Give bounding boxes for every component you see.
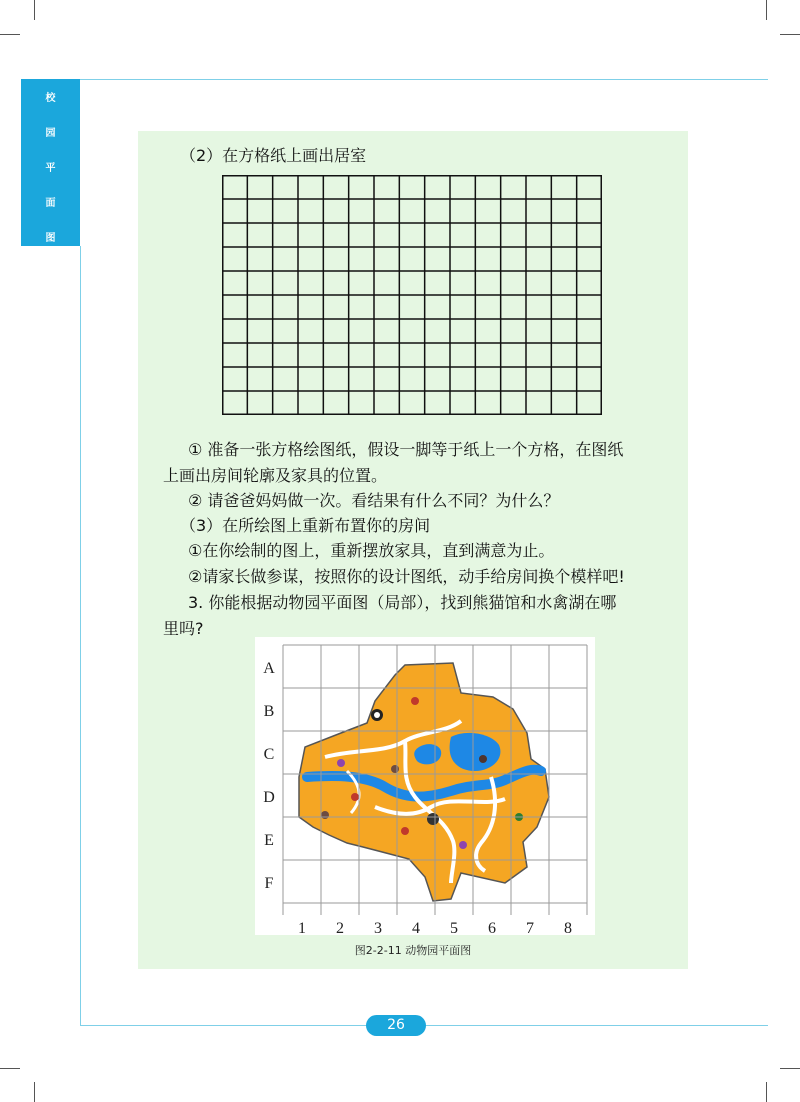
animal-marker bbox=[459, 841, 467, 849]
question-3-line-1: 3. 你能根据动物园平面图（局部），找到熊猫馆和水禽湖在哪 bbox=[188, 593, 617, 612]
map-row-label: F bbox=[264, 875, 274, 892]
crop-mark bbox=[34, 1082, 35, 1102]
zoo-map-svg bbox=[255, 637, 595, 935]
map-col-label: 1 bbox=[298, 920, 306, 935]
crop-mark bbox=[780, 34, 800, 35]
heading-step-2: （2）在方格纸上画出居室 bbox=[180, 146, 367, 165]
tab-char: 图 bbox=[45, 233, 56, 244]
map-row-label: D bbox=[263, 789, 275, 806]
tab-char: 面 bbox=[45, 198, 56, 209]
instruction-4: ②请家长做参谋，按照你的设计图纸，动手给房间换个模样吧! bbox=[188, 567, 625, 586]
instruction-3: ①在你绘制的图上，重新摆放家具，直到满意为止。 bbox=[188, 541, 555, 560]
drawing-grid bbox=[222, 175, 602, 415]
grid-svg bbox=[222, 175, 602, 415]
crop-mark bbox=[0, 34, 20, 35]
header-rule bbox=[80, 79, 768, 80]
animal-marker bbox=[401, 827, 409, 835]
crop-mark bbox=[0, 1068, 20, 1069]
tab-char: 平 bbox=[45, 163, 56, 174]
animal-marker bbox=[391, 765, 399, 773]
page-number: 26 bbox=[366, 1015, 426, 1036]
map-col-label: 5 bbox=[450, 920, 458, 935]
animal-marker bbox=[337, 759, 345, 767]
margin-rule bbox=[80, 246, 81, 1026]
map-col-label: 6 bbox=[488, 920, 496, 935]
crop-mark bbox=[766, 1082, 767, 1102]
animal-marker bbox=[321, 811, 329, 819]
tab-char: 校 bbox=[45, 93, 56, 104]
map-col-label: 3 bbox=[374, 920, 382, 935]
map-row-label: B bbox=[263, 703, 275, 720]
map-col-label: 8 bbox=[564, 920, 572, 935]
map-col-label: 4 bbox=[412, 920, 420, 935]
crop-mark bbox=[34, 0, 35, 20]
map-row-label: A bbox=[263, 660, 275, 677]
crop-mark bbox=[780, 1068, 800, 1069]
map-col-label: 2 bbox=[336, 920, 344, 935]
animal-marker bbox=[351, 793, 359, 801]
instruction-1-line-1: ① 准备一张方格绘图纸，假设一脚等于纸上一个方格，在图纸 bbox=[188, 440, 624, 459]
map-row-label: C bbox=[263, 746, 275, 763]
question-3-line-2: 里吗? bbox=[163, 619, 204, 638]
instruction-2: ② 请爸爸妈妈做一次。看结果有什么不同？为什么？ bbox=[188, 491, 560, 510]
chapter-side-tab bbox=[21, 79, 80, 246]
animal-marker bbox=[427, 813, 439, 825]
crop-mark bbox=[766, 0, 767, 20]
tab-char: 园 bbox=[45, 128, 56, 139]
map-col-label: 7 bbox=[526, 920, 534, 935]
zoo-map bbox=[255, 637, 595, 939]
heading-step-3: （3）在所绘图上重新布置你的房间 bbox=[180, 516, 431, 535]
panda-face bbox=[374, 712, 380, 718]
instruction-1-line-2: 上画出房间轮廓及家具的位置。 bbox=[163, 466, 388, 485]
animal-marker bbox=[411, 697, 419, 705]
map-row-label: E bbox=[264, 832, 274, 849]
figure-caption: 图2-2-11 动物园平面图 bbox=[354, 944, 472, 957]
animal-marker bbox=[479, 755, 487, 763]
